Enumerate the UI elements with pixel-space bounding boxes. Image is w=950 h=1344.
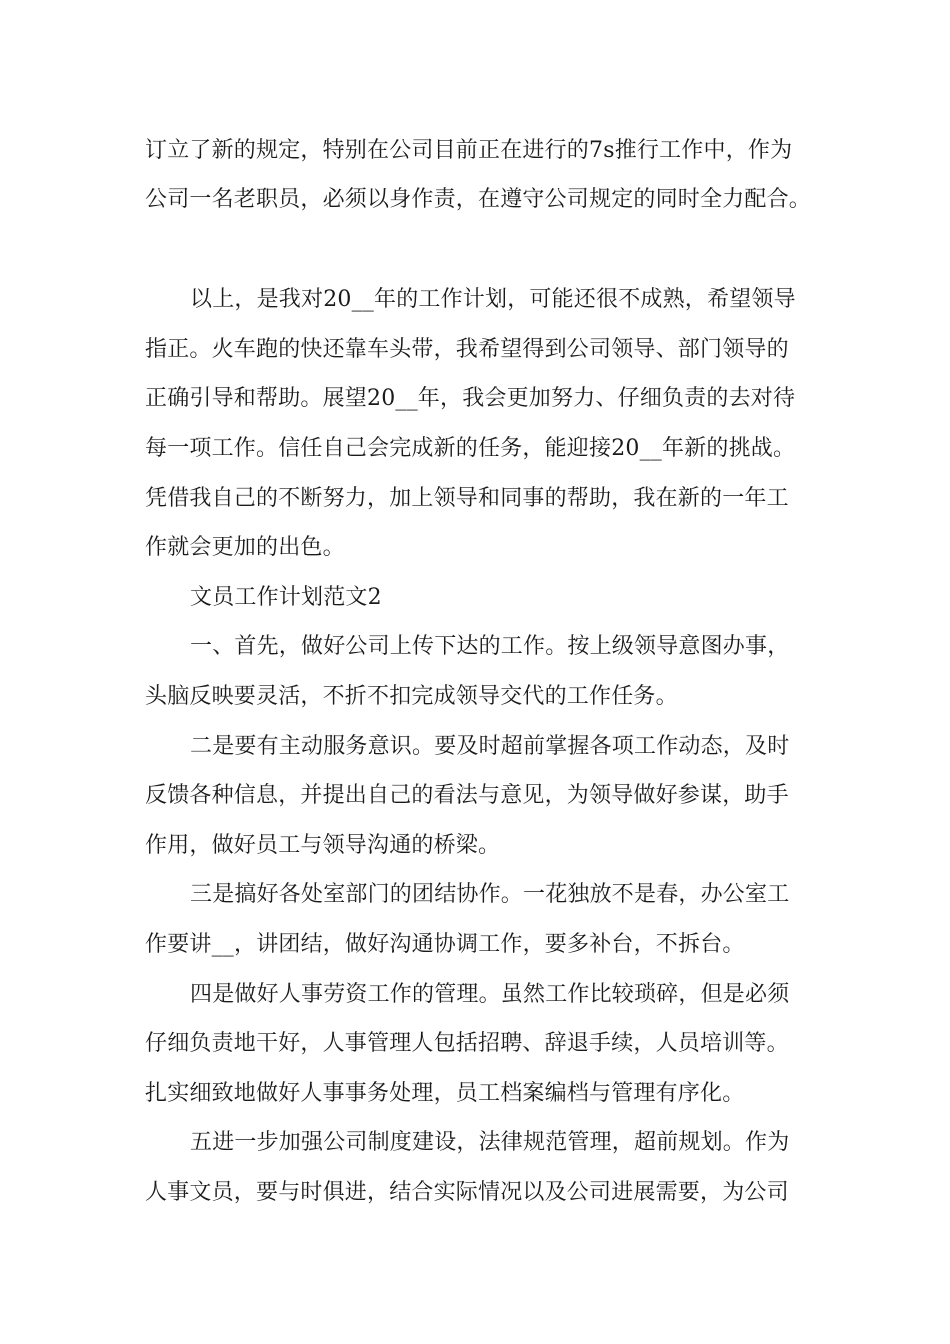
paragraph-line: 四是做好人事劳资工作的管理。虽然工作比较琐碎，但是必须	[190, 982, 790, 1007]
paragraph-line: 作就会更加的出色。	[145, 535, 345, 560]
paragraph-line: 作用，做好员工与领导沟通的桥梁。	[145, 833, 501, 858]
paragraph-line: 每一项工作。信任自己会完成新的任务，能迎接20__年新的挑战。	[145, 436, 796, 461]
paragraph-line: 三是搞好各处室部门的团结协作。一花独放不是春，办公室工	[190, 882, 790, 907]
paragraph-line: 订立了新的规定，特别在公司目前正在进行的7s推行工作中，作为	[145, 138, 793, 163]
paragraph-line: 以上，是我对20__年的工作计划，可能还很不成熟，希望领导	[190, 287, 796, 312]
paragraph-line: 仔细负责地干好，人事管理人包括招聘、辞退手续，人员培训等。	[145, 1031, 789, 1056]
paragraph-line: 凭借我自己的不断努力，加上领导和同事的帮助，我在新的一年工	[145, 486, 789, 511]
paragraph-line: 反馈各种信息，并提出自己的看法与意见，为领导做好参谋，助手	[145, 783, 789, 808]
paragraph-line: 正确引导和帮助。展望20__年，我会更加努力、仔细负责的去对待	[145, 386, 796, 411]
paragraph-line: 人事文员，要与时俱进，结合实际情况以及公司进展需要，为公司	[145, 1180, 789, 1205]
paragraph-line: 指正。火车跑的快还靠车头带，我希望得到公司领导、部门领导的	[145, 337, 789, 362]
paragraph-line: 二是要有主动服务意识。要及时超前掌握各项工作动态，及时	[190, 734, 790, 759]
paragraph-line: 作要讲__，讲团结，做好沟通协调工作，要多补台，不拆台。	[145, 932, 745, 957]
paragraph-line: 扎实细致地做好人事事务处理，员工档案编档与管理有序化。	[145, 1081, 745, 1106]
paragraph-line: 公司一名老职员，必须以身作责，在遵守公司规定的同时全力配合。	[145, 187, 812, 212]
paragraph-line: 一、首先，做好公司上传下达的工作。按上级领导意图办事，	[190, 634, 790, 659]
paragraph-line: 五进一步加强公司制度建设，法律规范管理，超前规划。作为	[190, 1130, 790, 1155]
section-heading: 文员工作计划范文2	[190, 585, 382, 610]
paragraph-line: 头脑反映要灵活，不折不扣完成领导交代的工作任务。	[145, 684, 678, 709]
